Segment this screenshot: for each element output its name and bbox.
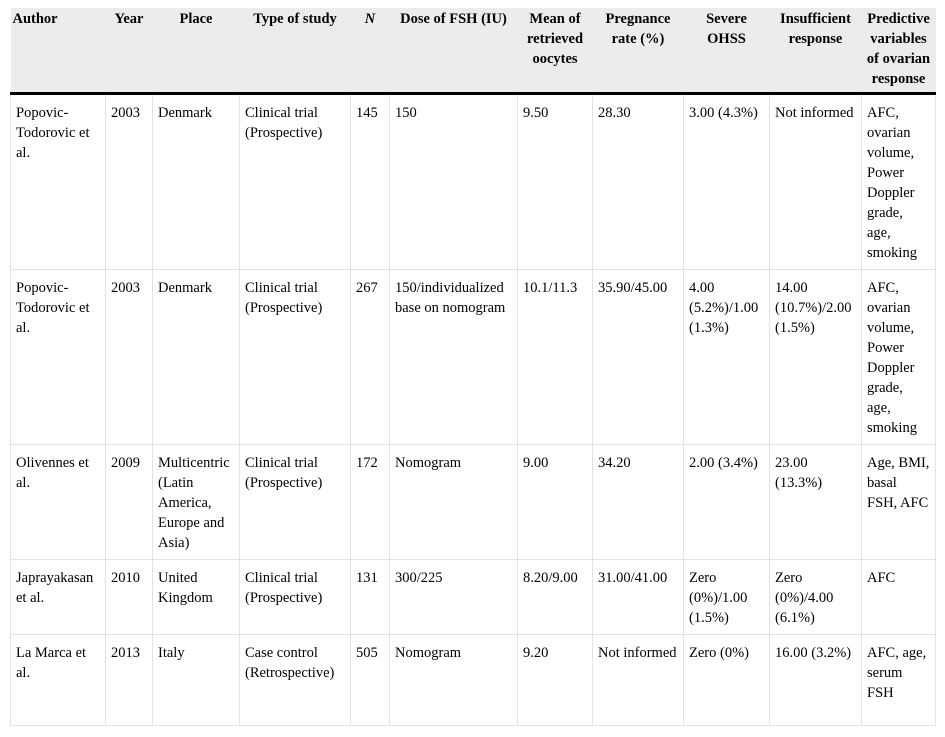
cell-place: Denmark — [153, 94, 240, 270]
cell-dose: Nomogram — [390, 635, 518, 726]
cell-ohss: 3.00 (4.3%) — [684, 94, 770, 270]
cell-author: Olivennes et al. — [11, 445, 106, 560]
cell-n: 505 — [351, 635, 390, 726]
cell-ohss: 2.00 (3.4%) — [684, 445, 770, 560]
cell-type: Case control (Retrospective) — [240, 635, 351, 726]
cell-ohss: 4.00 (5.2%)/1.00 (1.3%) — [684, 270, 770, 445]
cell-insufficient: Not informed — [770, 94, 862, 270]
cell-pregnancy: 28.30 — [593, 94, 684, 270]
cell-place: Italy — [153, 635, 240, 726]
cell-place: United Kingdom — [153, 560, 240, 635]
header-place: Place — [153, 8, 240, 94]
cell-predictive: AFC, ovarian volume, Power Doppler grade, age, smoking — [862, 270, 936, 445]
cell-dose: 150/individualized base on nomogram — [390, 270, 518, 445]
studies-table — [10, 8, 936, 726]
cell-dose: 150 — [390, 94, 518, 270]
cell-author: Popovic-Todorovic et al. — [11, 94, 106, 270]
header-year: Year — [106, 8, 153, 94]
table-row — [11, 445, 936, 560]
cell-oocytes: 10.1/11.3 — [518, 270, 593, 445]
cell-author: Popovic-Todorovic et al. — [11, 270, 106, 445]
cell-pregnancy: 35.90/45.00 — [593, 270, 684, 445]
header-ohss: Severe OHSS — [684, 8, 770, 94]
header-type: Type of study — [240, 8, 351, 94]
cell-pregnancy: Not informed — [593, 635, 684, 726]
cell-n: 267 — [351, 270, 390, 445]
cell-pregnancy: 34.20 — [593, 445, 684, 560]
table-row — [11, 560, 936, 635]
cell-oocytes: 9.00 — [518, 445, 593, 560]
header-author: Author — [11, 8, 106, 94]
table-row — [11, 94, 936, 270]
cell-insufficient: 23.00 (13.3%) — [770, 445, 862, 560]
cell-year: 2003 — [106, 270, 153, 445]
cell-type: Clinical trial (Prospective) — [240, 94, 351, 270]
cell-insufficient: 16.00 (3.2%) — [770, 635, 862, 726]
cell-place: Multicentric (Latin America, Europe and Asia) — [153, 445, 240, 560]
header-oocytes: Mean of retrieved oocytes — [518, 8, 593, 94]
cell-oocytes: 9.50 — [518, 94, 593, 270]
cell-ohss: Zero (0%) — [684, 635, 770, 726]
cell-type: Clinical trial (Prospective) — [240, 560, 351, 635]
header-predictive: Predictive variables of ovarian response — [862, 8, 936, 94]
header-pregnancy: Pregnance rate (%) — [593, 8, 684, 94]
header-n-label: N — [364, 11, 376, 27]
cell-n: 172 — [351, 445, 390, 560]
header-insufficient: Insufficient response — [770, 8, 862, 94]
cell-predictive: AFC, age, serum FSH — [862, 635, 936, 726]
cell-predictive: AFC — [862, 560, 936, 635]
cell-oocytes: 8.20/9.00 — [518, 560, 593, 635]
cell-predictive: AFC, ovarian volume, Power Doppler grade, age, smoking — [862, 94, 936, 270]
cell-author: Japrayakasan et al. — [11, 560, 106, 635]
table-row — [11, 635, 936, 726]
cell-type: Clinical trial (Prospective) — [240, 445, 351, 560]
cell-year: 2013 — [106, 635, 153, 726]
cell-insufficient: 14.00 (10.7%)/2.00 (1.5%) — [770, 270, 862, 445]
cell-author: La Marca et al. — [11, 635, 106, 726]
table-row — [11, 270, 936, 445]
header-n — [351, 8, 390, 94]
cell-place: Denmark — [153, 270, 240, 445]
cell-year: 2003 — [106, 94, 153, 270]
cell-year: 2010 — [106, 560, 153, 635]
cell-type: Clinical trial (Prospective) — [240, 270, 351, 445]
header-row — [11, 8, 936, 94]
cell-n: 145 — [351, 94, 390, 270]
cell-predictive: Age, BMI, basal FSH, AFC — [862, 445, 936, 560]
header-dose: Dose of FSH (IU) — [390, 8, 518, 94]
cell-oocytes: 9.20 — [518, 635, 593, 726]
cell-dose: Nomogram — [390, 445, 518, 560]
cell-pregnancy: 31.00/41.00 — [593, 560, 684, 635]
cell-year: 2009 — [106, 445, 153, 560]
cell-dose: 300/225 — [390, 560, 518, 635]
cell-ohss: Zero (0%)/1.00 (1.5%) — [684, 560, 770, 635]
cell-insufficient: Zero (0%)/4.00 (6.1%) — [770, 560, 862, 635]
cell-n: 131 — [351, 560, 390, 635]
